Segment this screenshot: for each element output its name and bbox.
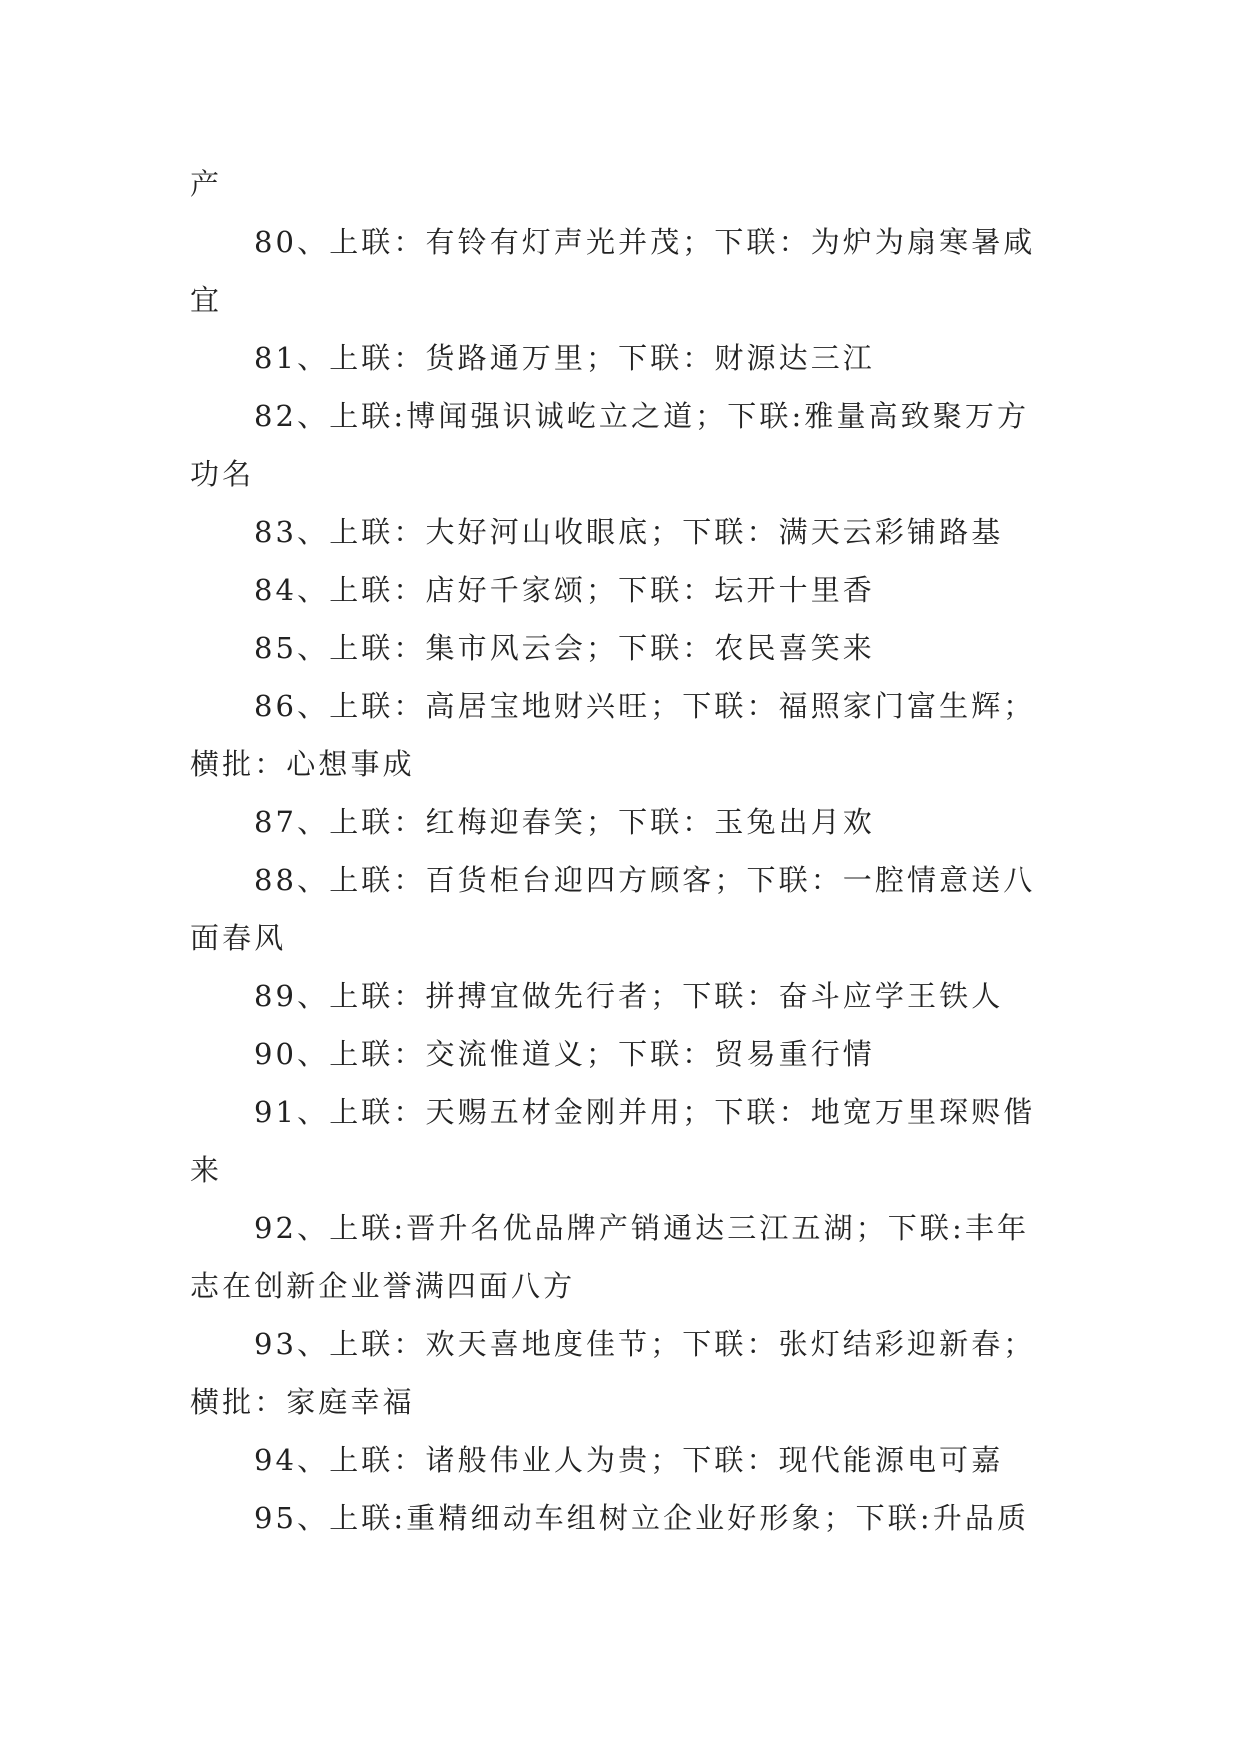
couplet-82: 82、上联:博闻强识诚屹立之道；下联:雅量高致聚万方功名 — [190, 399, 1030, 491]
couplet-80: 80、上联：有铃有灯声光并茂；下联：为炉为扇寒暑咸宜 — [190, 225, 1036, 317]
body-text — [190, 155, 1050, 1547]
couplet-90: 90、上联：交流惟道义；下联：贸易重行情 — [254, 1037, 875, 1071]
couplet-92: 92、上联:晋升名优品牌产销通达三江五湖；下联:丰年志在创新企业誉满四面八方 — [190, 1211, 1030, 1303]
couplet-91: 91、上联：天赐五材金刚并用；下联：地宽万里琛赆偕来 — [190, 1095, 1036, 1187]
couplet-95: 95、上联:重精细动车组树立企业好形象；下联:升品质 — [254, 1501, 1030, 1535]
couplet-83: 83、上联：大好河山收眼底；下联：满天云彩铺路基 — [254, 515, 1004, 549]
couplet-85: 85、上联：集市风云会；下联：农民喜笑来 — [254, 631, 875, 665]
couplet-93: 93、上联：欢天喜地度佳节；下联：张灯结彩迎新春；横批：家庭幸福 — [190, 1327, 1036, 1419]
couplet-89: 89、上联：拼搏宜做先行者；下联：奋斗应学王铁人 — [254, 979, 1004, 1013]
couplet-87: 87、上联：红梅迎春笑；下联：玉兔出月欢 — [254, 805, 875, 839]
paragraph-continuation: 产 — [190, 167, 223, 201]
couplet-84: 84、上联：店好千家颂；下联：坛开十里香 — [254, 573, 875, 607]
couplet-88: 88、上联：百货柜台迎四方顾客；下联：一腔情意送八面春风 — [190, 863, 1036, 955]
couplet-94: 94、上联：诸般伟业人为贵；下联：现代能源电可嘉 — [254, 1443, 1004, 1477]
couplet-86: 86、上联：高居宝地财兴旺；下联：福照家门富生辉；横批：心想事成 — [190, 689, 1036, 781]
couplet-81: 81、上联：货路通万里；下联：财源达三江 — [254, 341, 875, 375]
